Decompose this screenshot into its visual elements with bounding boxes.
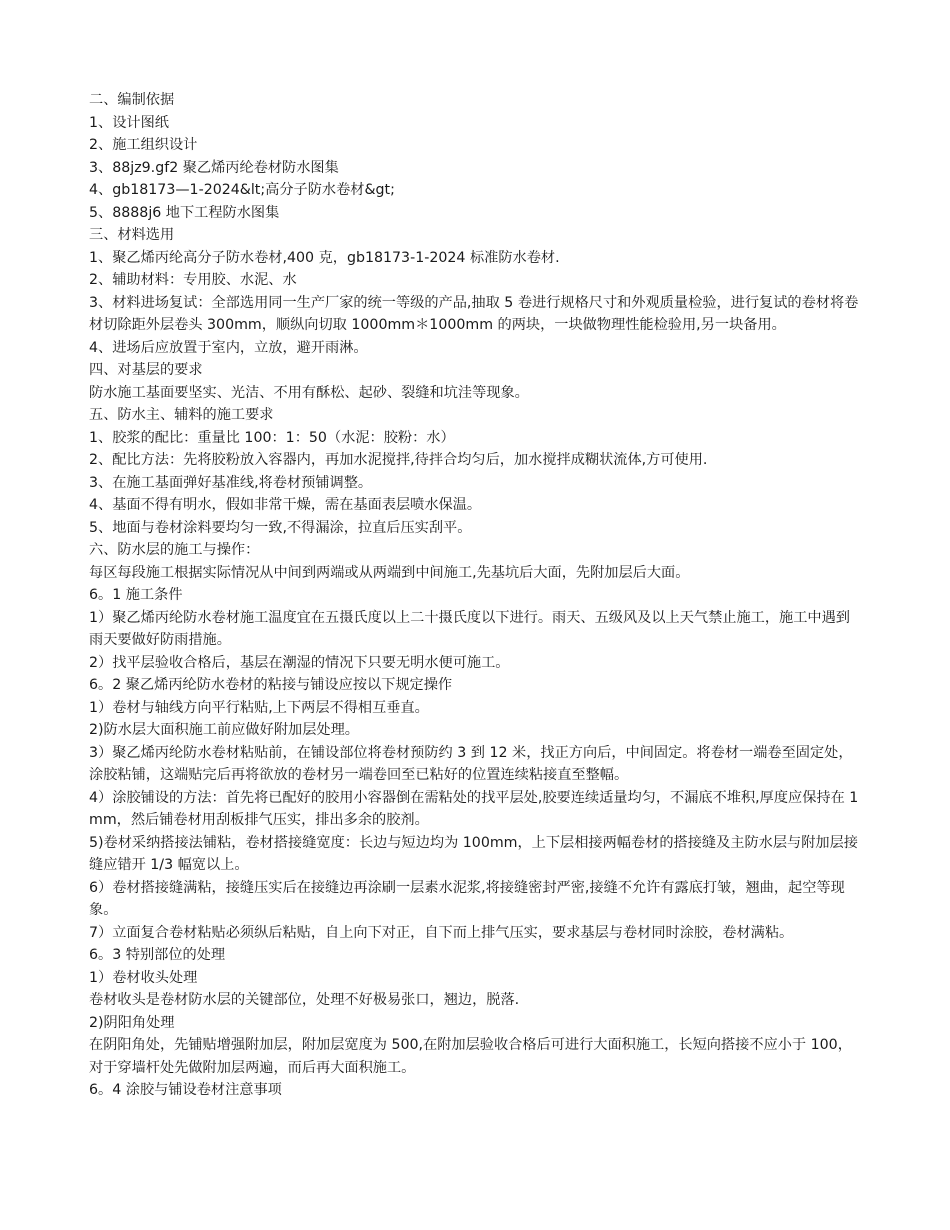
list-item: 4）涂胶铺设的方法：首先将已配好的胶用小容器倒在需粘处的找平层处,胶要连续适量均匀，不漏底不堆积,厚度应保持在 1mm，然后铺卷材用刮板排气压实，排出多余的胶剂。 (89, 789, 859, 828)
list-item: 1、胶浆的配比：重量比 100：1：50（水泥：胶粉：水） (89, 429, 455, 446)
list-item: 4、gb18173—1-2024&lt;高分子防水卷材&gt; (89, 182, 395, 198)
section-heading-application-requirements: 五、防水主、辅料的施工要求 (89, 407, 274, 423)
paragraph: 每区每段施工根据实际情况从中间到两端或从两端到中间施工,先基坑后大面，先附加层后大面。 (89, 564, 690, 581)
section-heading-materials: 三、材料选用 (89, 227, 175, 243)
list-item: 3、在施工基面弹好基准线,将卷材预铺调整。 (89, 474, 373, 491)
list-item: 2）找平层验收合格后，基层在潮湿的情况下只要无明水便可施工。 (89, 654, 510, 671)
list-item: 5)卷材采纳搭接法铺粘，卷材搭接缝宽度：长边与短边均为 100mm，上下层相接两幅卷材的搭接缝及主防水层与附加层接缝应错开 1/3 幅宽以上。 (89, 834, 858, 873)
list-item: 4、基面不得有明水，假如非常干燥，需在基面表层喷水保温。 (89, 497, 482, 513)
list-item: 6）卷材搭接缝满粘，接缝压实后在接缝边再涂刷一层素水泥浆,将接缝密封严密,接缝不允许有露底打皱，翘曲，起空等现象。 (89, 879, 845, 918)
subsection-heading: 6。3 特别部位的处理 (89, 947, 226, 963)
paragraph: 在阴阳角处，先铺贴增强附加层，附加层宽度为 500,在附加层验收合格后可进行大面积施工，长短向搭接不应小于 100，对于穿墙杆处先做附加层两遍，而后再大面积施工。 (89, 1037, 852, 1076)
section-heading-construction: 六、防水层的施工与操作： (89, 542, 260, 558)
list-item: 5、地面与卷材涂料要均匀一致,不得漏涂，拉直后压实刮平。 (89, 519, 472, 536)
list-item: 1、聚乙烯丙纶高分子防水卷材,400 克，gb18173-1-2024 标准防水卷材. (89, 249, 560, 266)
list-item: 5、8888j6 地下工程防水图集 (89, 204, 280, 221)
list-item: 1）卷材与轴线方向平行粘贴,上下两层不得相互垂直。 (89, 699, 429, 716)
list-item: 2)阴阳角处理 (89, 1014, 175, 1031)
list-item: 2、辅助材料：专用胶、水泥、水 (89, 272, 297, 288)
list-item: 2、配比方法：先将胶粉放入容器内，再加水泥搅拌,待拌合均匀后，加水搅拌成糊状流体,方可使用. (89, 452, 708, 468)
list-item: 1）卷材收头处理 (89, 969, 198, 986)
list-item: 7）立面复合卷材粘贴必须纵后粘贴，自上向下对正，自下而上排气压实，要求基层与卷材同时涂胶，卷材满粘。 (89, 924, 794, 941)
list-item: 4、进场后应放置于室内，立放，避开雨淋。 (89, 339, 368, 356)
paragraph: 防水施工基面要坚实、光洁、不用有酥松、起砂、裂缝和坑洼等现象。 (89, 384, 529, 401)
subsection-heading: 6。1 施工条件 (89, 587, 183, 603)
list-item: 3）聚乙烯丙纶防水卷材粘贴前，在铺设部位将卷材预防约 3 到 12 米，找正方向后，中间固定。将卷材一端卷至固定处，涂胶粘铺，这端贴完后再将欲放的卷材另一端卷回至已粘好的位置连续粘接直至整幅。 (89, 744, 853, 783)
section-heading-basis: 二、编制依据 (89, 92, 175, 108)
list-item: 1）聚乙烯丙纶防水卷材施工温度宜在五摄氏度以上二十摄氏度以下进行。雨天、五级风及以上天气禁止施工，施工中遇到雨天要做好防雨措施。 (89, 609, 850, 648)
list-item: 1、设计图纸 (89, 114, 169, 131)
subsection-heading: 6。4 涂胶与铺设卷材注意事项 (89, 1082, 282, 1098)
list-item: 2)防水层大面积施工前应做好附加层处理。 (89, 722, 359, 738)
paragraph: 卷材收头是卷材防水层的关键部位，处理不好极易张口，翘边，脱落. (89, 992, 520, 1008)
list-item: 3、88jz9.gf2 聚乙烯丙纶卷材防水图集 (89, 159, 339, 176)
list-item: 3、材料进场复试：全部选用同一生产厂家的统一等级的产品,抽取 5 卷进行规格尺寸和外观质量检验，进行复试的卷材将卷材切除距外层卷头 300mm，顺纵向切取 1000mm＊1000mm 的两块，一块做物理性能检验用,另一块备用。 (89, 294, 859, 333)
document-body (89, 89, 864, 1102)
subsection-heading: 6。2 聚乙烯丙纶防水卷材的粘接与铺设应按以下规定操作 (89, 677, 453, 693)
list-item: 2、施工组织设计 (89, 137, 198, 153)
section-heading-base-requirements: 四、对基层的要求 (89, 362, 203, 378)
